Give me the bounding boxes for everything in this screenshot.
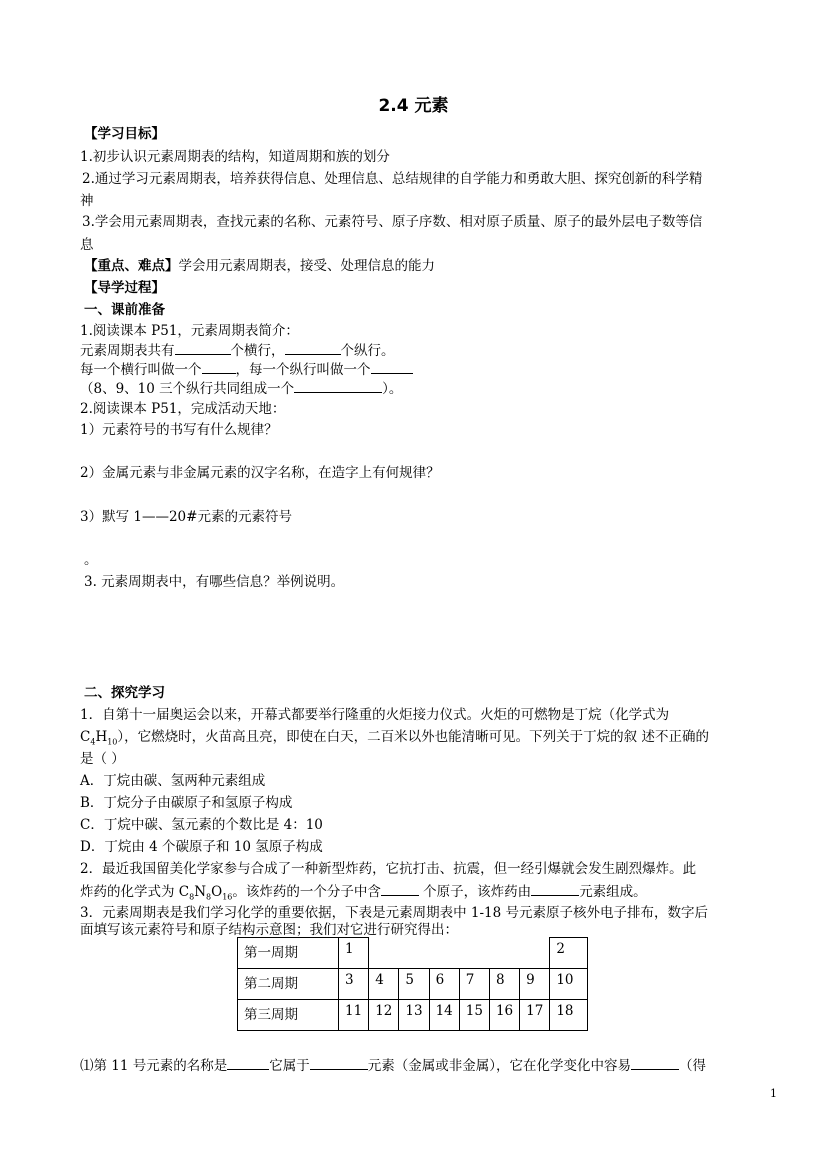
process-header: 【导学过程】 [84, 280, 165, 296]
goal-3-line-1: 3.学会用元素周期表，查找元素的名称、元素符号、原子序数、相对原子质量、原子的最外层电子数等信 [82, 214, 703, 230]
section-1-header: 一、课前准备 [84, 302, 165, 318]
subscript: 10 [107, 737, 118, 747]
text: 个横行， [230, 343, 285, 359]
goal-3-line-2: 息 [80, 237, 94, 253]
text: 炸药的化学式为 C [80, 884, 190, 900]
prep-q2-3: 3）默写 1——20#元素的元素符号 [80, 509, 292, 525]
text: ）。 [382, 381, 403, 397]
table-cell: 18 [550, 1000, 588, 1031]
explore-q3-sub-1 [80, 1056, 706, 1075]
periodic-table [237, 937, 588, 1031]
section-2-header: 二、探究学习 [84, 685, 165, 701]
blank-row-name[interactable] [202, 360, 236, 374]
text: （8、9、10 三个纵行共同组成一个 [80, 381, 295, 397]
period-label: 第一周期 [238, 938, 339, 969]
text: 元素周期表共有 [80, 343, 175, 359]
subscript: 16 [222, 892, 233, 902]
goals-header: 【学习目标】 [84, 126, 165, 142]
table-cell: 17 [520, 1000, 550, 1031]
table-cell: 2 [550, 938, 588, 969]
table-cell: 3 [339, 969, 369, 1000]
blank-rows[interactable] [175, 341, 231, 355]
text: 元素组成。 [579, 884, 647, 900]
prep-question-3: 3. 元素周期表中，有哪些信息？举例说明。 [84, 574, 345, 590]
blank-atom-count[interactable] [381, 882, 419, 896]
option-c: C．丁烷中碳、氢元素的个数比是 4：10 [80, 817, 323, 833]
table-cell: 10 [550, 969, 588, 1000]
table-row [238, 969, 588, 1000]
blank-gain-lose[interactable] [631, 1056, 679, 1070]
table-gap [369, 938, 550, 969]
goal-2-line-2: 神 [80, 193, 94, 209]
key-points [84, 257, 435, 275]
text: 个纵行。 [340, 343, 395, 359]
prep-q2-1: 1）元素符号的书写有什么规律？ [80, 422, 278, 438]
key-text: 学会用元素周期表，接受、处理信息的能力 [178, 258, 435, 274]
option-d: D．丁烷由 4 个碳原子和 10 氢原子构成 [80, 839, 323, 855]
text: H [95, 729, 108, 745]
period-label: 第三周期 [238, 1000, 339, 1031]
blank-group-name[interactable] [294, 379, 382, 393]
page-title: 2.4 元素 [378, 96, 449, 116]
table-cell: 9 [520, 969, 550, 1000]
prep-question-1: 1.阅读课本 P51，元素周期表简介： [80, 323, 299, 339]
prep-q1-line-3 [80, 379, 402, 398]
blank-column-name[interactable] [371, 360, 413, 374]
prep-q1-line-1 [80, 341, 395, 360]
explore-q2-line-2 [80, 882, 647, 901]
option-b: B．丁烷分子由碳原子和氢原子构成 [80, 795, 293, 811]
text: 元素（金属或非金属），它在化学变化中容易 [367, 1058, 632, 1074]
table-row [238, 938, 588, 969]
table-cell: 11 [339, 1000, 369, 1031]
blank-element-count[interactable] [531, 882, 579, 896]
text: 每一个横行叫做一个 [80, 362, 202, 378]
blank-columns[interactable] [285, 341, 341, 355]
explore-q1-line-3: 是（ ） [80, 751, 125, 767]
explore-q2-line-1: 2．最近我国留美化学家参与合成了一种新型炸药，它抗打击、抗震，但一经引爆就会发生剧烈爆炸。此 [80, 861, 697, 877]
period-mark: 。 [84, 552, 98, 568]
prep-question-2: 2.阅读课本 P51，完成活动天地： [80, 401, 286, 417]
prep-q2-2: 2）金属元素与非金属元素的汉字名称，在造字上有何规律？ [80, 465, 440, 481]
blank-element-type[interactable] [310, 1056, 368, 1070]
text: ⑴第 11 号元素的名称是 [80, 1058, 228, 1074]
subscript: 8 [189, 892, 195, 902]
table-cell: 8 [489, 969, 519, 1000]
table-cell: 1 [339, 938, 369, 969]
text: （得 [679, 1058, 707, 1074]
text: 。该炸药的一个分子中含 [232, 884, 381, 900]
table-cell: 13 [399, 1000, 429, 1031]
key-header: 【重点、难点】 [84, 258, 179, 274]
text: N [194, 884, 207, 900]
explore-q1-line-2 [80, 728, 709, 746]
text: 它属于 [269, 1058, 310, 1074]
table-cell: 16 [489, 1000, 519, 1031]
explore-q3-line-1: 3．元素周期表是我们学习化学的重要依据，下表是元素周期表中 1-18 号元素原子核外电子排布，数字后 [80, 905, 708, 921]
table-cell: 6 [429, 969, 459, 1000]
table-cell: 4 [369, 969, 399, 1000]
period-label: 第二周期 [238, 969, 339, 1000]
table-cell: 15 [459, 1000, 489, 1031]
subscript: 8 [206, 892, 212, 902]
goal-1: 1.初步认识元素周期表的结构，知道周期和族的划分 [80, 149, 390, 165]
table-cell: 5 [399, 969, 429, 1000]
page-number: 1 [770, 1087, 777, 1100]
text: O [211, 884, 223, 900]
text: 个原子，该炸药由 [418, 884, 532, 900]
table-cell: 7 [459, 969, 489, 1000]
explore-q1-line-1: 1．自第十一届奥运会以来，开幕式都要举行隆重的火炬接力仪式。火炬的可燃物是丁烷（化学式为 [80, 707, 670, 723]
subscript: 4 [90, 737, 96, 747]
text: ），它燃烧时，火苗高且亮，即使在白天，二百米以外也能清晰可见。下列关于丁烷的叙 述不正确的 [117, 729, 709, 745]
table-row [238, 1000, 588, 1031]
option-a: A．丁烷由碳、氢两种元素组成 [80, 773, 266, 789]
explore-q3-line-2: 面填写该元素符号和原子结构示意图；我们对它进行研究得出： [80, 922, 458, 938]
table-cell: 14 [429, 1000, 459, 1031]
goal-2-line-1: 2.通过学习元素周期表，培养获得信息、处理信息、总结规律的自学能力和勇敢大胆、探究创新的科学精 [82, 171, 703, 187]
table-cell: 12 [369, 1000, 399, 1031]
text: ，每一个纵行叫做一个 [235, 362, 371, 378]
blank-element-name[interactable] [227, 1056, 269, 1070]
prep-q1-line-2 [80, 360, 413, 379]
text: C [80, 729, 91, 745]
